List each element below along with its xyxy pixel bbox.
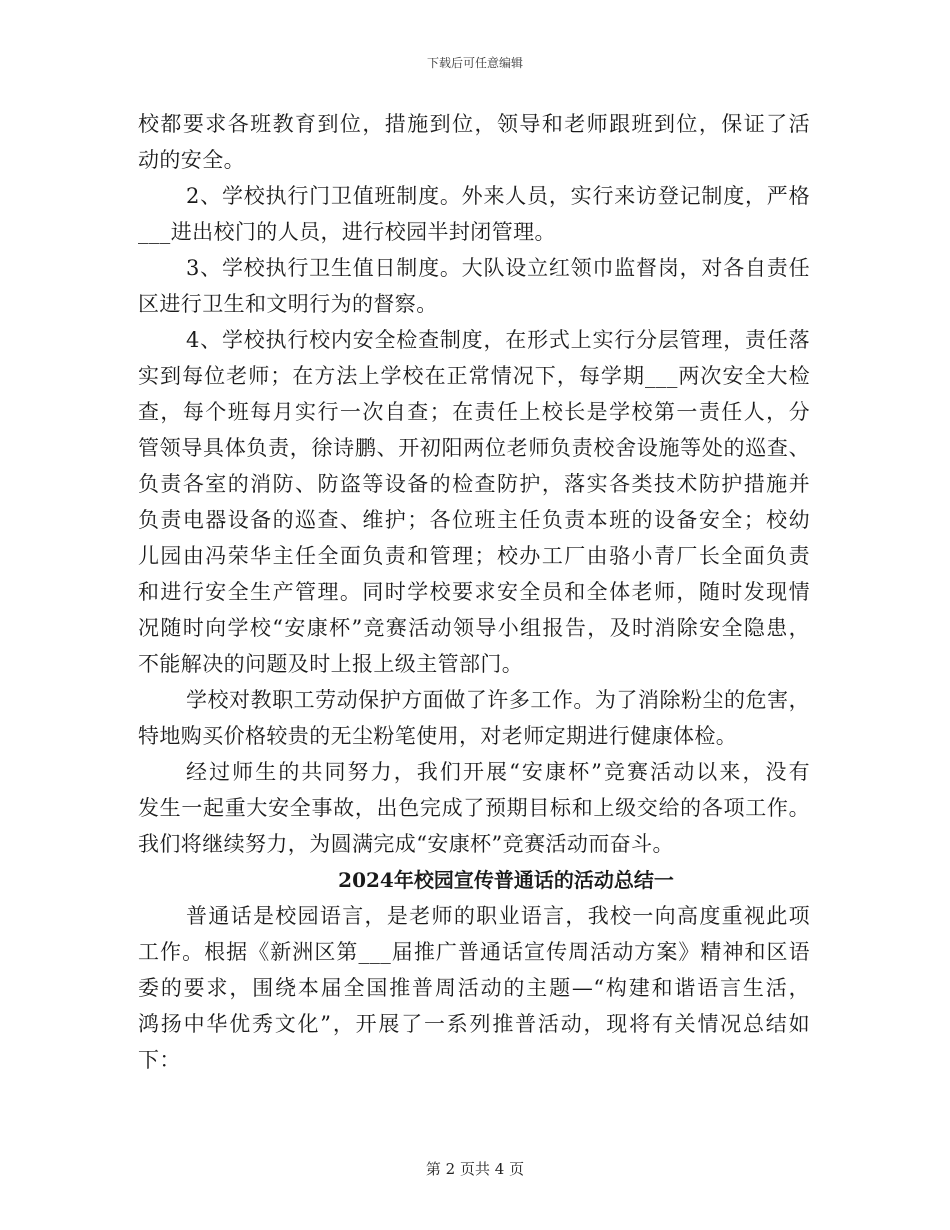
paragraph-line: 区进行卫生和文明行为的督察。 bbox=[138, 292, 438, 316]
paragraph-line: ___进出校门的人员，进行校园半封闭管理。 bbox=[138, 220, 556, 244]
document-body bbox=[138, 106, 810, 1078]
paragraph-line: 实到每位老师；在方法上学校在正常情况下，每学期___两次安全大检 bbox=[138, 364, 810, 388]
paragraph-line: 负责各室的消防、防盗等设备的检查防护，落实各类技术防护措施并 bbox=[138, 472, 810, 496]
paragraph-line: 经过师生的共同努力，我们开展“安康杯”竞赛活动以来，没有 bbox=[186, 760, 810, 784]
paragraph-line: 动的安全。 bbox=[138, 148, 245, 172]
paragraph-line: 特地购买价格较贵的无尘粉笔使用，对老师定期进行健康体检。 bbox=[138, 724, 738, 748]
paragraph-line: 鸿扬中华优秀文化”，开展了一系列推普活动，现将有关情况总结如 bbox=[138, 1012, 810, 1036]
paragraph-line: 儿园由冯荣华主任全面负责和管理；校办工厂由骆小青厂长全面负责 bbox=[138, 544, 810, 568]
page-header-note: 下载后可任意编辑 bbox=[426, 56, 523, 70]
paragraph-line: 2、学校执行门卫值班制度。外来人员，实行来访登记制度，严格 bbox=[186, 184, 810, 208]
paragraph-line: 查，每个班每月实行一次自查；在责任上校长是学校第一责任人，分 bbox=[138, 400, 810, 424]
paragraph-line: 委的要求，围绕本届全国推普周活动的主题—“构建和谐语言生活， bbox=[138, 976, 810, 1000]
paragraph-line: 不能解决的问题及时上报上级主管部门。 bbox=[138, 652, 524, 676]
paragraph-line: 校都要求各班教育到位，措施到位，领导和老师跟班到位，保证了活 bbox=[138, 112, 810, 136]
paragraph-line: 下： bbox=[138, 1048, 181, 1072]
paragraph-line: 4、学校执行校内安全检查制度，在形式上实行分层管理，责任落 bbox=[186, 328, 810, 352]
paragraph-line: 发生一起重大安全事故，出色完成了预期目标和上级交给的各项工作。 bbox=[138, 796, 810, 820]
paragraph-line: 3、学校执行卫生值日制度。大队设立红领巾监督岗，对各自责任 bbox=[186, 256, 810, 280]
paragraph-line: 工作。根据《新洲区第___届推广普通话宣传周活动方案》精神和区语 bbox=[138, 940, 810, 964]
paragraph-line: 负责电器设备的巡查、维护；各位班主任负责本班的设备安全；校幼 bbox=[138, 508, 810, 532]
paragraph-line: 学校对教职工劳动保护方面做了许多工作。为了消除粉尘的危害， bbox=[186, 688, 810, 712]
paragraph-line: 普通话是校园语言，是老师的职业语言，我校一向高度重视此项 bbox=[186, 904, 810, 928]
paragraph-line: 和进行安全生产管理。同时学校要求安全员和全体老师，随时发现情 bbox=[138, 580, 810, 604]
section-title: 2024年校园宣传普通话的活动总结一 bbox=[338, 868, 674, 892]
page-number: 第 2 页共 4 页 bbox=[425, 1160, 525, 1178]
paragraph-line: 管领导具体负责，徐诗鹏、开初阳两位老师负责校舍设施等处的巡查、 bbox=[138, 436, 810, 460]
paragraph-line: 我们将继续努力，为圆满完成“安康杯”竞赛活动而奋斗。 bbox=[138, 832, 674, 856]
paragraph-line: 况随时向学校“安康杯”竞赛活动领导小组报告，及时消除安全隐患， bbox=[138, 616, 810, 640]
